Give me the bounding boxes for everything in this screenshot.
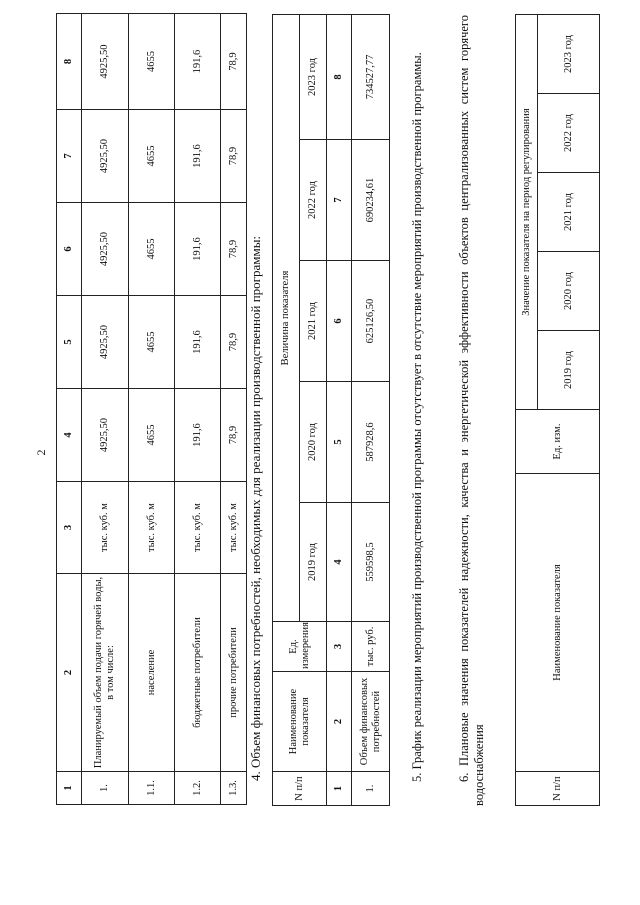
number-cell: 3: [327, 622, 352, 672]
header-cell-unit: Ед. измерения: [273, 622, 327, 672]
water-supply-volume-table: [56, 13, 247, 805]
table-cell: тыс. куб. м: [129, 482, 175, 574]
table-number-row: [327, 14, 352, 805]
table-cell: 78,9: [221, 389, 247, 482]
table-header-row: [516, 15, 538, 806]
table-cell: 625126,50: [352, 261, 390, 382]
header-cell-group: Величина показателя: [273, 14, 300, 621]
table-cell: 191,6: [175, 296, 221, 389]
table-cell: тыс. куб. м: [175, 482, 221, 574]
table-cell: 690234,61: [352, 140, 390, 261]
table-row: [82, 14, 129, 805]
number-cell: 7: [327, 140, 352, 261]
table-cell: 4655: [129, 14, 175, 110]
header-cell-unit: Ед. изм.: [516, 410, 600, 474]
header-cell-n: N п/п: [273, 772, 327, 806]
number-cell: 2: [327, 672, 352, 772]
section-5-text: 5. График реализации мероприятий производственной программы отсутствует в отсутствие мероприятий производственной программы.: [410, 52, 424, 782]
header-cell-name: Наименование показателя: [273, 672, 327, 772]
table-cell: 1.2.: [175, 772, 221, 805]
table-row: [221, 14, 247, 805]
header-cell-year: 2022 год: [300, 140, 327, 261]
header-cell-year: 2019 год: [300, 503, 327, 622]
header-cell-n: N п/п: [516, 772, 600, 806]
table-cell: 4655: [129, 296, 175, 389]
table-cell: 1.3.: [221, 772, 247, 805]
table-cell: 4925,50: [82, 389, 129, 482]
header-cell-group: Значение показателя на период регулирования: [516, 15, 538, 410]
table-cell: 78,9: [221, 203, 247, 296]
table-cell: Объем финансовых потребностей: [352, 672, 390, 772]
header-cell-year: 2020 год: [300, 382, 327, 503]
table-cell: 1.: [82, 772, 129, 805]
table-cell: 4925,50: [82, 296, 129, 389]
table-cell: 4925,50: [82, 14, 129, 110]
table-cell: прочие потребители: [221, 574, 247, 772]
header-cell: 5: [57, 296, 82, 389]
header-cell-year: 2023 год: [300, 14, 327, 139]
table-cell: тыс. куб. м: [221, 482, 247, 574]
header-cell: 4: [57, 389, 82, 482]
table-row: [175, 14, 221, 805]
table-cell: 78,9: [221, 14, 247, 110]
number-cell: 4: [327, 503, 352, 622]
table-cell: бюджетные потребители: [175, 574, 221, 772]
header-cell-year: 2022 год: [538, 94, 600, 173]
table-cell: население: [129, 574, 175, 772]
table-cell: 4655: [129, 110, 175, 203]
table-cell: 734527,77: [352, 14, 390, 139]
table-cell: 1.: [352, 772, 390, 806]
number-cell: 8: [327, 14, 352, 139]
table-row: [352, 14, 390, 805]
section-4-heading: 4. Объем финансовых потребностей, необходимых для реализации производственной программы:: [248, 235, 263, 781]
header-cell: 3: [57, 482, 82, 574]
table-cell: 191,6: [175, 389, 221, 482]
table-cell: 559598,5: [352, 503, 390, 622]
page-number: 2: [34, 449, 48, 456]
header-cell-year: 2019 год: [538, 331, 600, 410]
header-cell: 1: [57, 772, 82, 805]
header-cell: 6: [57, 203, 82, 296]
number-cell: 6: [327, 261, 352, 382]
header-cell-year: 2021 год: [300, 261, 327, 382]
table-cell: 191,6: [175, 203, 221, 296]
header-cell-year: 2021 год: [538, 173, 600, 252]
table-cell: 1.1.: [129, 772, 175, 805]
table-cell: тыс. куб. м: [82, 482, 129, 574]
table-cell: тыс. руб.: [352, 622, 390, 672]
table-header-row: [273, 14, 300, 805]
header-cell-year: 2023 год: [538, 15, 600, 94]
header-cell: 2: [57, 574, 82, 772]
section-6-text: 6. Плановые значения показателей надежности, качества и энергетической эффективности объектов централизованных систем горячего водоснабжения: [457, 15, 486, 806]
table-cell: 587928,6: [352, 382, 390, 503]
table-cell: 4655: [129, 389, 175, 482]
header-cell-name: Наименование показателя: [516, 474, 600, 772]
table-cell: 191,6: [175, 110, 221, 203]
header-cell-year: 2020 год: [538, 252, 600, 331]
table-cell: 4925,50: [82, 110, 129, 203]
table-cell: 191,6: [175, 14, 221, 110]
header-cell: 8: [57, 14, 82, 110]
table-cell: 78,9: [221, 110, 247, 203]
financial-needs-table: [272, 14, 390, 806]
number-cell: 1: [327, 772, 352, 806]
table-cell: 78,9: [221, 296, 247, 389]
header-cell: 7: [57, 110, 82, 203]
table-cell: 4925,50: [82, 203, 129, 296]
table-cell: Планируемый объем подачи горячей воды, в том числе:: [82, 574, 129, 772]
table-cell: 4655: [129, 203, 175, 296]
indicators-table: [515, 14, 600, 806]
number-cell: 5: [327, 382, 352, 503]
table-header-row: [57, 14, 82, 805]
table-row: [129, 14, 175, 805]
